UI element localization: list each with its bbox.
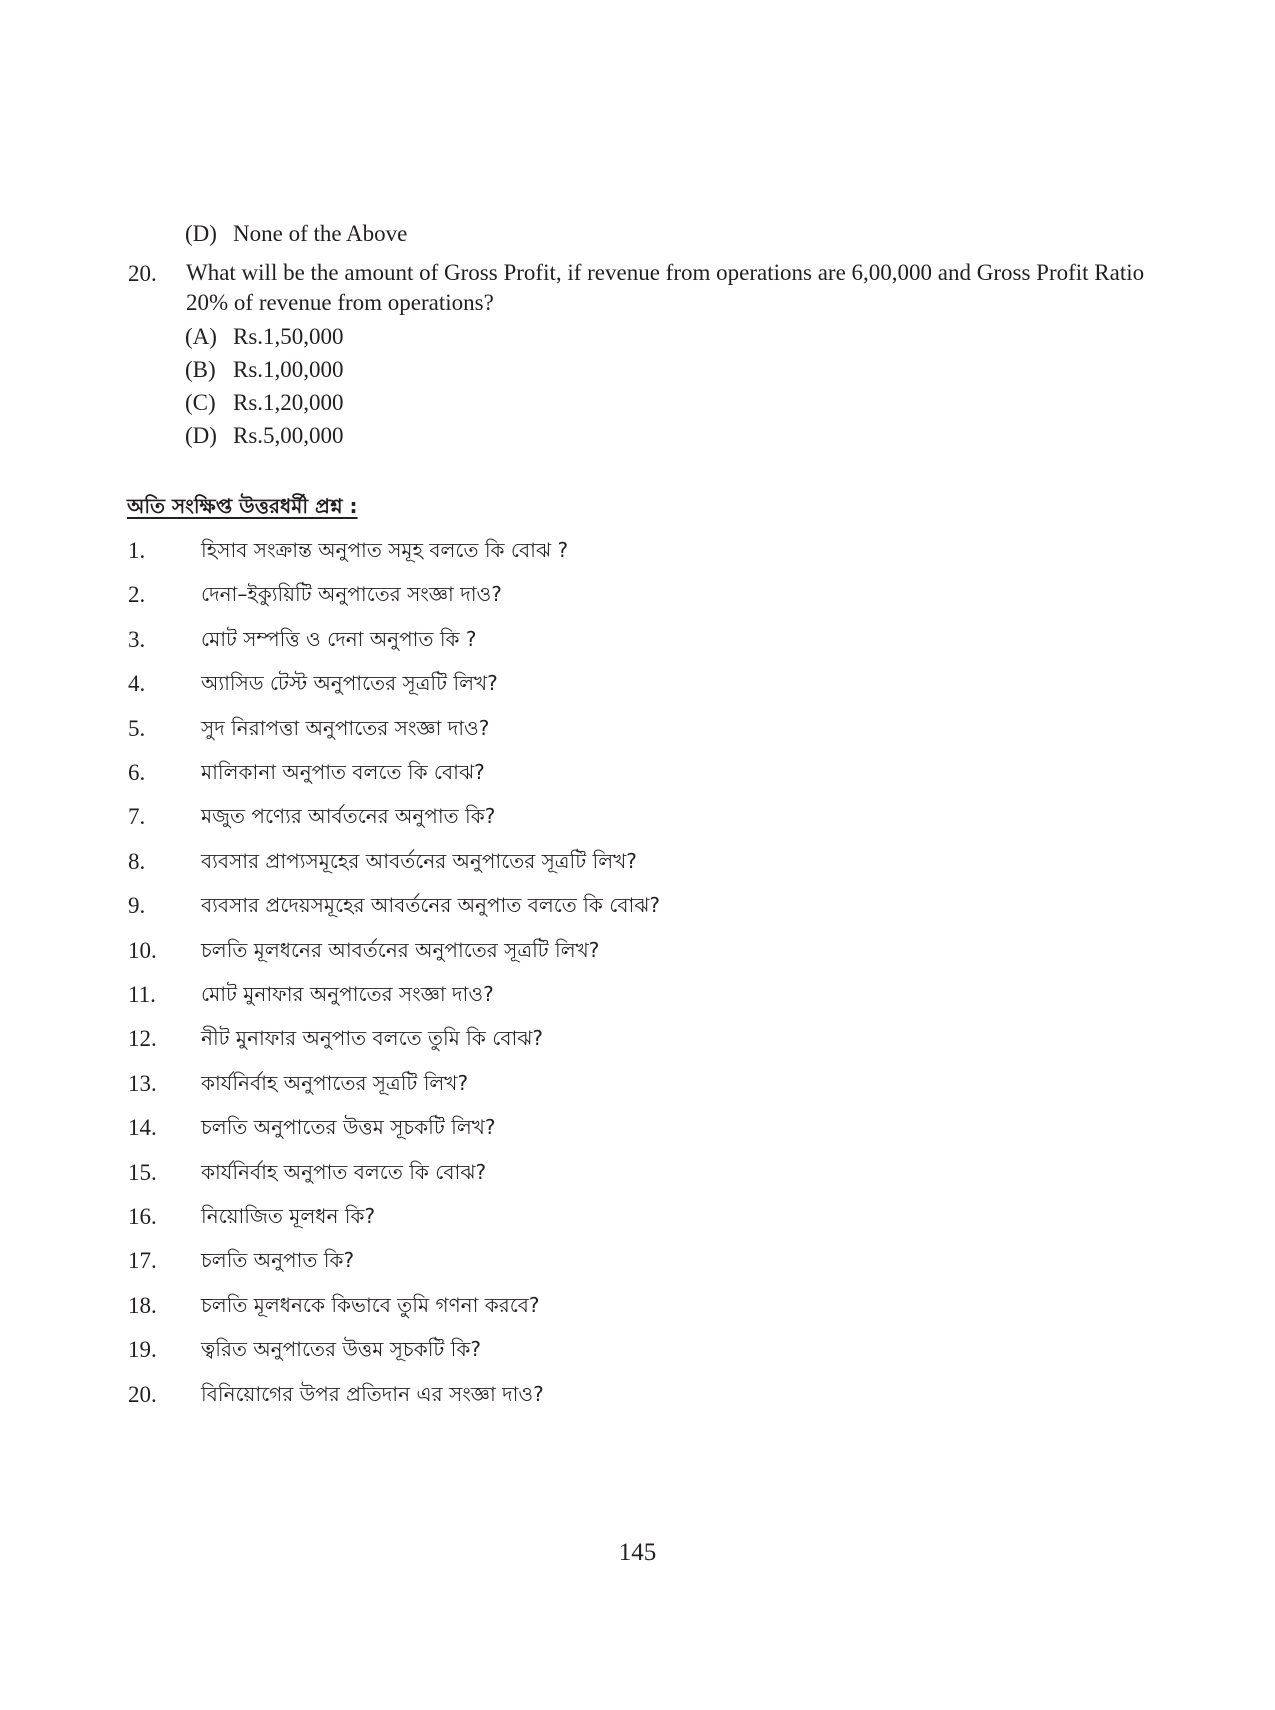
short-question-number: 16.: [128, 1204, 157, 1229]
question-20-number: 20.: [128, 261, 157, 286]
option-text: Rs.1,00,000: [233, 357, 344, 382]
short-question-text: চলতি মূলধনকে কিভাবে তুমি গণনা করবে?: [201, 1293, 540, 1317]
option-letter: (B): [185, 357, 216, 382]
question-20-option-d: [185, 422, 344, 450]
short-question-text: মোট সম্পত্তি ও দেনা অনুপাত কি ?: [201, 627, 477, 651]
short-question-text: হিসাব সংক্রান্ত অনুপাত সমূহ বলতে কি বোঝ ?: [201, 538, 569, 562]
short-question-number: 6.: [128, 760, 146, 785]
short-question-number: 20.: [128, 1382, 157, 1407]
short-question-text: চলতি অনুপাত কি?: [201, 1248, 355, 1272]
option-letter: (D): [185, 221, 217, 246]
short-question-number: 1.: [128, 538, 146, 563]
short-question-text: নিয়োজিত মূলধন কি?: [201, 1204, 376, 1228]
short-question-text: ব্যবসার প্রদেয়সমূহের আবর্তনের অনুপাত বলতে কি বোঝ?: [201, 893, 661, 917]
section-title: অতি সংক্ষিপ্ত উত্তরধর্মী প্রশ্ন :: [127, 494, 358, 518]
short-question-number: 9.: [128, 893, 146, 918]
prev-option-d: [185, 220, 407, 248]
short-question-text: চলতি মূলধনের আবর্তনের অনুপাতের সূত্রটি লিখ?: [201, 938, 600, 962]
short-question-number: 3.: [128, 627, 146, 652]
question-20-option-b: [185, 356, 344, 384]
short-question-text: বিনিয়োগের উপর প্রতিদান এর সংজ্ঞা দাও?: [201, 1382, 544, 1406]
option-text: Rs.1,50,000: [233, 324, 344, 349]
short-question-number: 19.: [128, 1337, 157, 1362]
short-question-number: 4.: [128, 671, 146, 696]
short-question-number: 2.: [128, 582, 146, 607]
short-question-number: 13.: [128, 1071, 157, 1096]
short-question-text: মজুত পণ্যের আর্বতনের অনুপাত কি?: [201, 804, 496, 828]
short-question-number: 17.: [128, 1248, 157, 1273]
short-question-number: 5.: [128, 716, 146, 741]
short-question-number: 11.: [128, 982, 156, 1007]
short-question-text: কার্যনির্বাহ অনুপাতের সূত্রটি লিখ?: [201, 1071, 469, 1095]
option-text: Rs.1,20,000: [233, 390, 344, 415]
short-question-text: মোট মুনাফার অনুপাতের সংজ্ঞা দাও?: [201, 982, 494, 1006]
option-letter: (A): [185, 324, 217, 349]
short-question-text: চলতি অনুপাতের উত্তম সূচকটি লিখ?: [201, 1115, 496, 1139]
short-question-text: কার্যনির্বাহ অনুপাত বলতে কি বোঝ?: [201, 1160, 487, 1184]
short-question-text: অ্যাসিড টেস্ট অনুপাতের সূত্রটি লিখ?: [201, 671, 498, 695]
short-question-text: নীট মুনাফার অনুপাত বলতে তুমি কি বোঝ?: [201, 1026, 544, 1050]
short-question-number: 7.: [128, 804, 146, 829]
page-number: 145: [618, 1539, 657, 1566]
short-question-number: 14.: [128, 1115, 157, 1140]
short-question-number: 18.: [128, 1293, 157, 1318]
question-20-text: What will be the amount of Gross Profit, if revenue from operations are 6,00,000 and Gross Profit Ratio 20% of revenue from operations?: [186, 260, 1145, 315]
short-question-text: ব্যবসার প্রাপ্যসমূহের আবর্তনের অনুপাতের সূত্রটি লিখ?: [201, 849, 637, 873]
question-20-option-c: [185, 389, 344, 417]
question-20-option-a: [185, 323, 344, 351]
short-question-text: সুদ নিরাপত্তা অনুপাতের সংজ্ঞা দাও?: [201, 716, 490, 740]
option-letter: (C): [185, 390, 216, 415]
option-letter: (D): [185, 423, 217, 448]
option-text: Rs.5,00,000: [233, 423, 344, 448]
short-question-text: মালিকানা অনুপাত বলতে কি বোঝ?: [201, 760, 485, 784]
short-question-text: ত্বরিত অনুপাতের উত্তম সূচকটি কি?: [201, 1337, 481, 1361]
short-question-number: 12.: [128, 1026, 157, 1051]
option-text: None of the Above: [233, 221, 408, 246]
short-question-number: 8.: [128, 849, 146, 874]
short-question-text: দেনা–ইক্যুয়িটি অনুপাতের সংজ্ঞা দাও?: [201, 582, 502, 606]
short-question-number: 10.: [128, 938, 157, 963]
short-question-number: 15.: [128, 1160, 157, 1185]
